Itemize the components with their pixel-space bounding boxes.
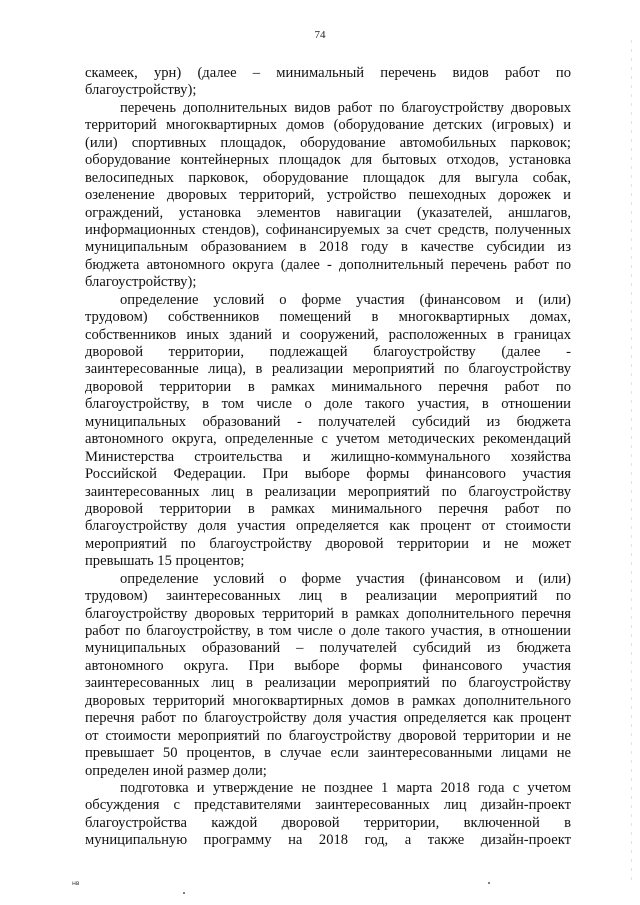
- text-line: собственников иных зданий и сооружений, расположенных в границах: [85, 326, 571, 343]
- text-line: превышать 15 процентов;: [85, 553, 245, 570]
- text-line: (или) спортивных площадок, оборудование автомобильных парковок;: [85, 134, 571, 151]
- text-line: Российской Федерации. При выборе формы финансового участия: [85, 466, 571, 483]
- text-line: благоустройству);: [85, 274, 197, 291]
- text-line: муниципальную программу на 2018 год, а также дизайн-проект: [85, 832, 571, 849]
- text-line: оборудование контейнерных площадок для бытовых отходов, установка: [85, 152, 571, 169]
- text-line: трудовом) собственников помещений в многоквартирных домах,: [85, 309, 571, 326]
- text-line: благоустройству доля участия определяется как процент от стоимости: [85, 518, 571, 535]
- text-line: муниципальных образований – получателей субсидий из бюджета: [85, 640, 571, 657]
- scan-speck: [488, 882, 490, 884]
- text-line: благоустройству дворовых территорий в рамках дополнительного перечня: [85, 605, 571, 622]
- page-number: 74: [314, 29, 326, 41]
- text-line: определение условий о форме участия (финансовом и (или): [120, 291, 571, 308]
- text-line: благоустройству);: [85, 82, 197, 99]
- text-line: трудовом) заинтересованных лиц в реализации мероприятий по: [85, 588, 571, 605]
- footer-mark: нв: [72, 880, 80, 887]
- text-line: ограждений, установка элементов навигации (указателей, аншлагов,: [85, 204, 571, 221]
- text-line: заинтересованных лиц в реализации мероприятий по благоустройству: [85, 483, 571, 500]
- text-line: дворовых территорий многоквартирных домов в рамках дополнительного: [85, 692, 571, 709]
- text-line: перечня работ по благоустройству доля участия определяется как процент: [85, 710, 571, 727]
- text-line: велосипедных парковок, оборудование площадок для выгула собак,: [85, 169, 571, 186]
- text-line: автономного округа. При выборе формы финансового участия: [85, 657, 571, 674]
- text-line: заинтересованные лица), в реализации мероприятий по благоустройству: [85, 361, 571, 378]
- text-line: озеленение дворовых территорий, устройство пешеходных дорожек и: [85, 187, 571, 204]
- text-line: бюджета автономного округа (далее - дополнительный перечень работ по: [85, 256, 571, 273]
- text-line: информационных стендов), софинансируемых за счет средств, полученных: [85, 221, 571, 238]
- text-line: муниципальных образований - получателей субсидий из бюджета: [85, 413, 571, 430]
- text-line: благоустройства каждой дворовой территории, включенной в: [85, 814, 571, 831]
- text-line: от стоимости мероприятий по благоустройству дворовой территории и не: [85, 727, 571, 744]
- text-line: автономного округа, определенные с учетом методических рекомендаций: [85, 431, 571, 448]
- text-line: перечень дополнительных видов работ по благоустройству дворовых: [120, 99, 571, 116]
- text-line: дворовой территории в рамках минимального перечня работ по: [85, 500, 571, 517]
- text-line: подготовка и утверждение не позднее 1 марта 2018 года с учетом: [120, 779, 571, 796]
- text-line: мероприятий по благоустройству дворовой территории и не может: [85, 535, 571, 552]
- scan-edge-artifact: [631, 40, 632, 880]
- text-line: обсуждения с представителями заинтересованных лиц дизайн-проект: [85, 797, 571, 814]
- text-line: Министерства строительства и жилищно-коммунального хозяйства: [85, 448, 571, 465]
- text-line: превышает 50 процентов, в случае если заинтересованными лицами не: [85, 745, 571, 762]
- text-line: дворовой территории в рамках минимального перечня работ по: [85, 378, 571, 395]
- text-line: благоустройству, в том числе о доле такого участия, в отношении: [85, 396, 571, 413]
- body-text: [85, 65, 571, 850]
- text-line: заинтересованных лиц в реализации мероприятий по благоустройству: [85, 675, 571, 692]
- text-line: муниципальным образованием в 2018 году в качестве субсидии из: [85, 239, 571, 256]
- text-line: определение условий о форме участия (финансовом и (или): [120, 570, 571, 587]
- text-line: дворовой территории, подлежащей благоустройству (далее -: [85, 344, 571, 360]
- text-line: определен иной размер доли;: [85, 762, 267, 779]
- text-line: скамеек, урн) (далее – минимальный перечень видов работ по: [85, 65, 571, 81]
- scan-speck: [183, 892, 185, 894]
- text-line: работ по благоустройству, в том числе о доле такого участия, в отношении: [85, 623, 571, 639]
- text-line: территорий многоквартирных домов (оборудование детских (игровых) и: [85, 117, 571, 134]
